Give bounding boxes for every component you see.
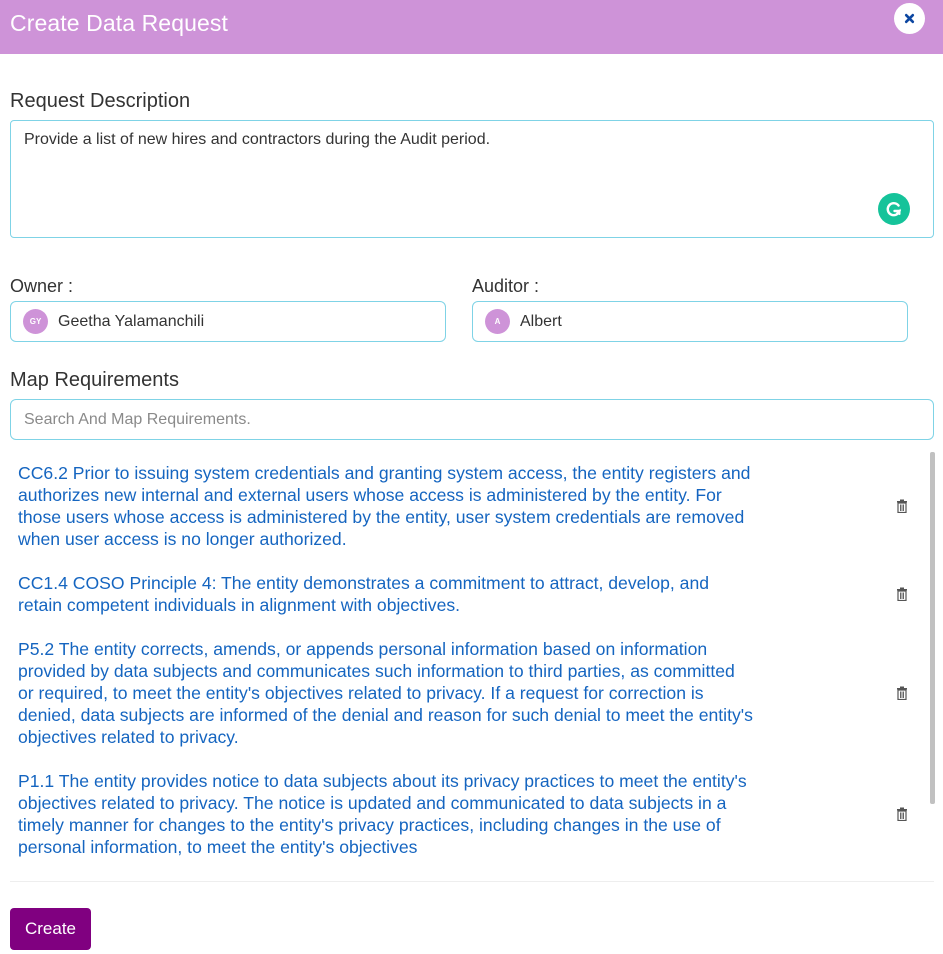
- dialog-header: [0, 0, 943, 54]
- create-button[interactable]: Create: [10, 908, 91, 950]
- list-item: [10, 560, 936, 626]
- dialog-title: Create Data Request: [10, 10, 228, 36]
- requirements-scrollbar[interactable]: [930, 452, 935, 804]
- auditor-label: Auditor :: [472, 276, 540, 296]
- auditor-field[interactable]: [472, 301, 908, 342]
- close-icon: [904, 13, 915, 24]
- auditor-name: Albert: [520, 312, 562, 330]
- grammarly-icon: [884, 199, 904, 219]
- description-value: Provide a list of new hires and contractors during the Audit period.: [24, 131, 491, 148]
- trash-icon: [896, 807, 908, 821]
- requirement-text: CC1.4 COSO Principle 4: The entity demonstrates a commitment to attract, develop, and retain competent individuals in alignment with objectives.: [18, 573, 710, 615]
- owner-avatar: GY: [23, 309, 48, 334]
- requirements-list: [10, 450, 936, 858]
- owner-field[interactable]: [10, 301, 446, 342]
- delete-requirement-button[interactable]: [895, 685, 909, 701]
- trash-icon: [896, 686, 908, 700]
- requirement-text: CC6.2 Prior to issuing system credentials and granting system access, the entity registers and authorizes new internal and external users whose access is administered by the entity. For those users whose access is administered by the entity, user system credentials are removed when user access is no longer authorized.: [18, 463, 751, 549]
- requirement-text: P5.2 The entity corrects, amends, or appends personal information based on information provided by data subjects and communicates such information to third parties, as committed or required, to meet the entity's objectives related to privacy. If a request for correction is denied, data subjects are informed of the denial and reason for such denial to meet the entity's objectives related to privacy.: [18, 639, 753, 747]
- owner-name: Geetha Yalamanchili: [58, 312, 205, 330]
- description-textarea[interactable]: [10, 120, 934, 238]
- requirement-text: P1.1 The entity provides notice to data subjects about its privacy practices to meet the entity's objectives related to privacy. The notice is updated and communicated to data subjects in a timely manner for changes to the entity's privacy practices, including changes in the use of personal information, to meet the entity's objectives: [18, 771, 747, 857]
- list-item: [10, 626, 936, 758]
- delete-requirement-button[interactable]: [895, 586, 909, 602]
- list-item: [10, 758, 936, 858]
- delete-requirement-button[interactable]: [895, 806, 909, 822]
- auditor-avatar: A: [485, 309, 510, 334]
- grammarly-button[interactable]: [878, 193, 910, 225]
- close-button[interactable]: [894, 3, 925, 34]
- list-item: [10, 450, 936, 560]
- map-requirements-label: Map Requirements: [10, 369, 179, 391]
- requirements-search-input[interactable]: [10, 399, 934, 440]
- owner-label: Owner :: [10, 276, 74, 296]
- trash-icon: [896, 587, 908, 601]
- footer-divider: [10, 881, 934, 882]
- description-label: Request Description: [10, 90, 191, 112]
- trash-icon: [896, 499, 908, 513]
- delete-requirement-button[interactable]: [895, 498, 909, 514]
